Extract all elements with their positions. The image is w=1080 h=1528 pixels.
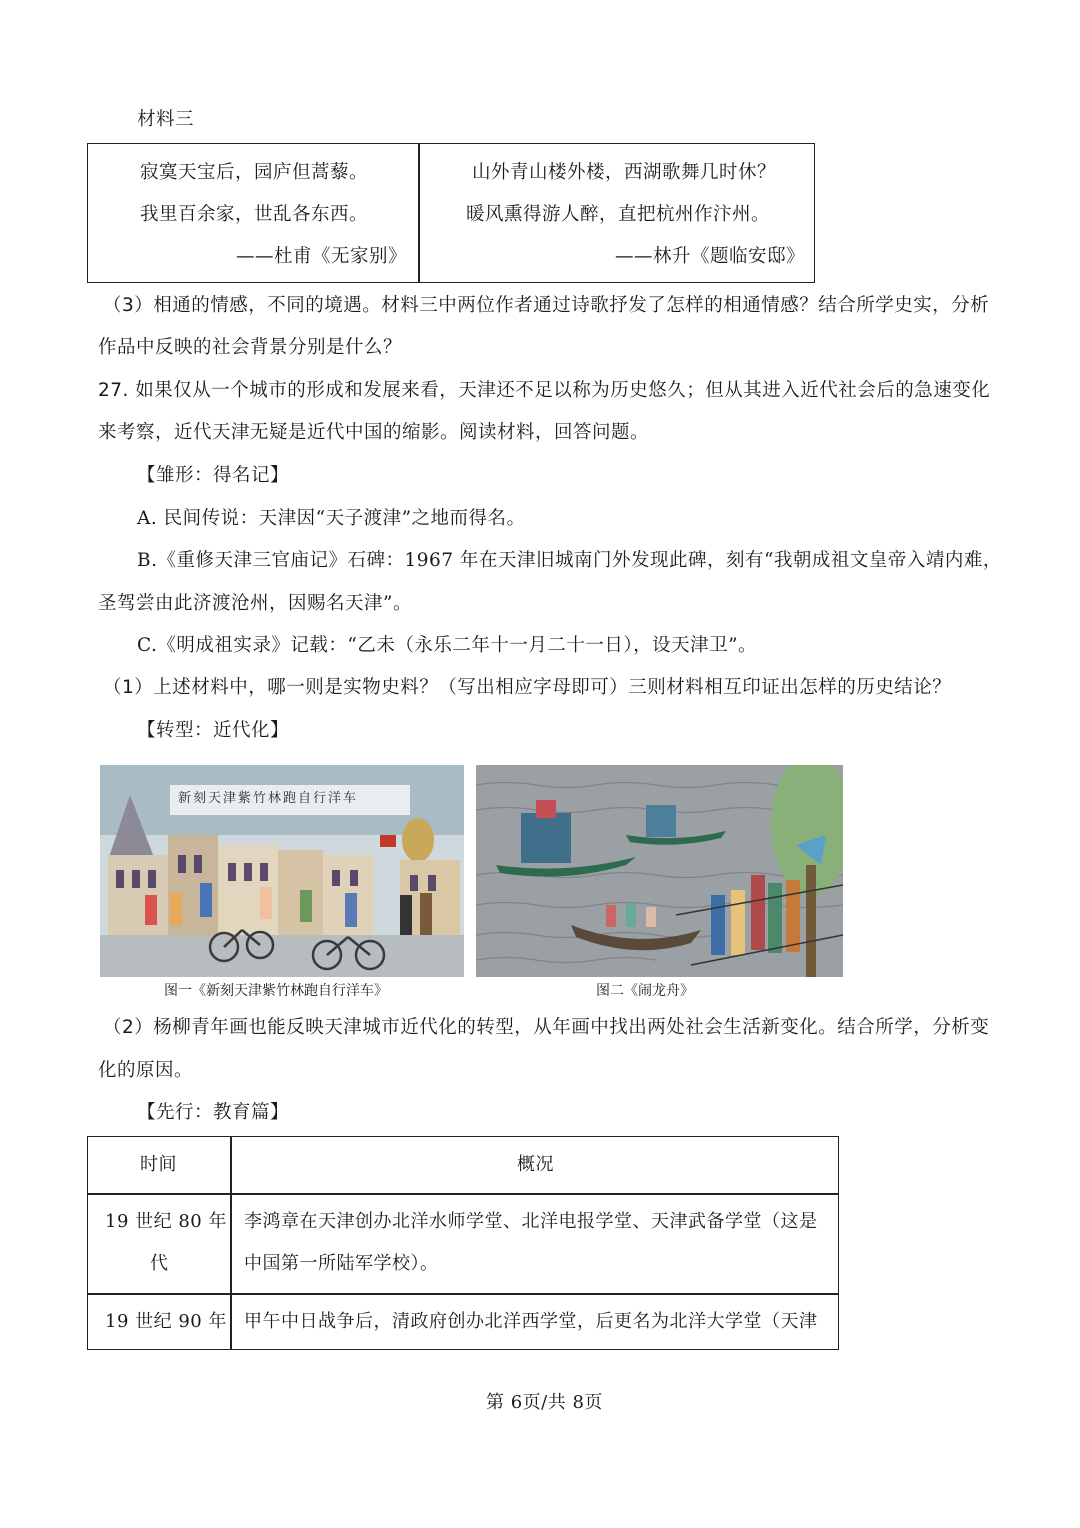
q2-line1: （2）杨柳青年画也能反映天津城市近代化的转型，从年画中找出两处社会生活新变化。结合所学，分析变 (103, 1017, 990, 1038)
q3-line2: 作品中反映的社会背景分别是什么？ (98, 337, 403, 358)
section1-item-c: C.《明成祖实录》记载：“乙未（永乐二年十一月二十一日），设天津卫”。 (137, 635, 758, 656)
q27-line1: 27. 如果仅从一个城市的形成和发展来看，天津还不足以称为历史悠久；但从其进入近代社会后的急速变化 (98, 380, 991, 401)
q27-line2: 来考察，近代天津无疑是近代中国的缩影。阅读材料，回答问题。 (98, 422, 650, 443)
table-row-divider (88, 1293, 838, 1295)
section1-item-b-line2: 圣驾尝由此济渡沧州，因赐名天津”。 (98, 593, 412, 614)
poem-left-line2: 我里百余家，世乱各东西。 (140, 204, 369, 225)
figure1-inner-title: 新刻天津紫竹林跑自行洋车 (178, 791, 359, 806)
poem-right-line2: 暖风熏得游人醉，直把杭州作汴州。 (466, 204, 771, 225)
q3-line1: （3）相通的情感，不同的境遇。材料三中两位作者通过诗歌抒发了怎样的相通情感？结合所学史实，分析 (103, 295, 990, 316)
poem-right-attribution: ——林升《题临安邸》 (615, 246, 806, 267)
table-row2-desc-line1: 甲午中日战争后，清政府创办北洋西学堂，后更名为北洋大学堂（天津 (244, 1311, 818, 1332)
section3-heading: 【先行：教育篇】 (137, 1102, 290, 1123)
education-table (87, 1136, 839, 1350)
figure2-caption: 图二《闹龙舟》 (596, 983, 694, 999)
page-footer: 第 6页/共 8页 (486, 1392, 603, 1413)
q1-text: （1）上述材料中，哪一则是实物史料？（写出相应字母即可）三则材料相互印证出怎样的历史结论？ (103, 677, 952, 698)
table-row1-time-line2: 代 (150, 1253, 169, 1274)
figure2-image (476, 765, 843, 977)
table-header-divider (88, 1193, 838, 1195)
table-column-divider (230, 1137, 232, 1349)
figure2-illustration (476, 765, 843, 977)
table-header-overview: 概况 (517, 1154, 554, 1175)
poem-left-attribution: ——杜甫《无家别》 (236, 246, 408, 267)
table-row1-desc-line1: 李鸿章在天津创办北洋水师学堂、北洋电报学堂、天津武备学堂（这是 (244, 1211, 818, 1232)
section1-heading: 【雏形：得名记】 (137, 465, 290, 486)
figure1-caption: 图一《新刻天津紫竹林跑自行洋车》 (164, 983, 388, 999)
section2-heading: 【转型：近代化】 (137, 720, 290, 741)
figure1-image (100, 765, 464, 977)
section1-item-b-line1: B.《重修天津三官庙记》石碑：1967 年在天津旧城南门外发现此碑，刻有“我朝成祖文皇帝入靖内难， (137, 550, 1002, 571)
poem-right-line1: 山外青山楼外楼，西湖歌舞几时休？ (472, 162, 777, 183)
material3-label: 材料三 (137, 109, 195, 130)
poem-table (87, 143, 815, 283)
poem-table-divider (418, 144, 420, 282)
q2-line2: 化的原因。 (98, 1060, 194, 1081)
section1-item-a: A. 民间传说：天津因“天子渡津”之地而得名。 (137, 508, 526, 529)
table-header-time: 时间 (140, 1154, 177, 1175)
table-row1-desc-line2: 中国第一所陆军学校）。 (244, 1253, 439, 1274)
table-row1-time-line1: 19 世纪 80 年 (105, 1211, 227, 1232)
poem-left-line1: 寂寞天宝后，园庐但蒿藜。 (140, 162, 369, 183)
table-row2-time-line1: 19 世纪 90 年 (105, 1311, 227, 1332)
